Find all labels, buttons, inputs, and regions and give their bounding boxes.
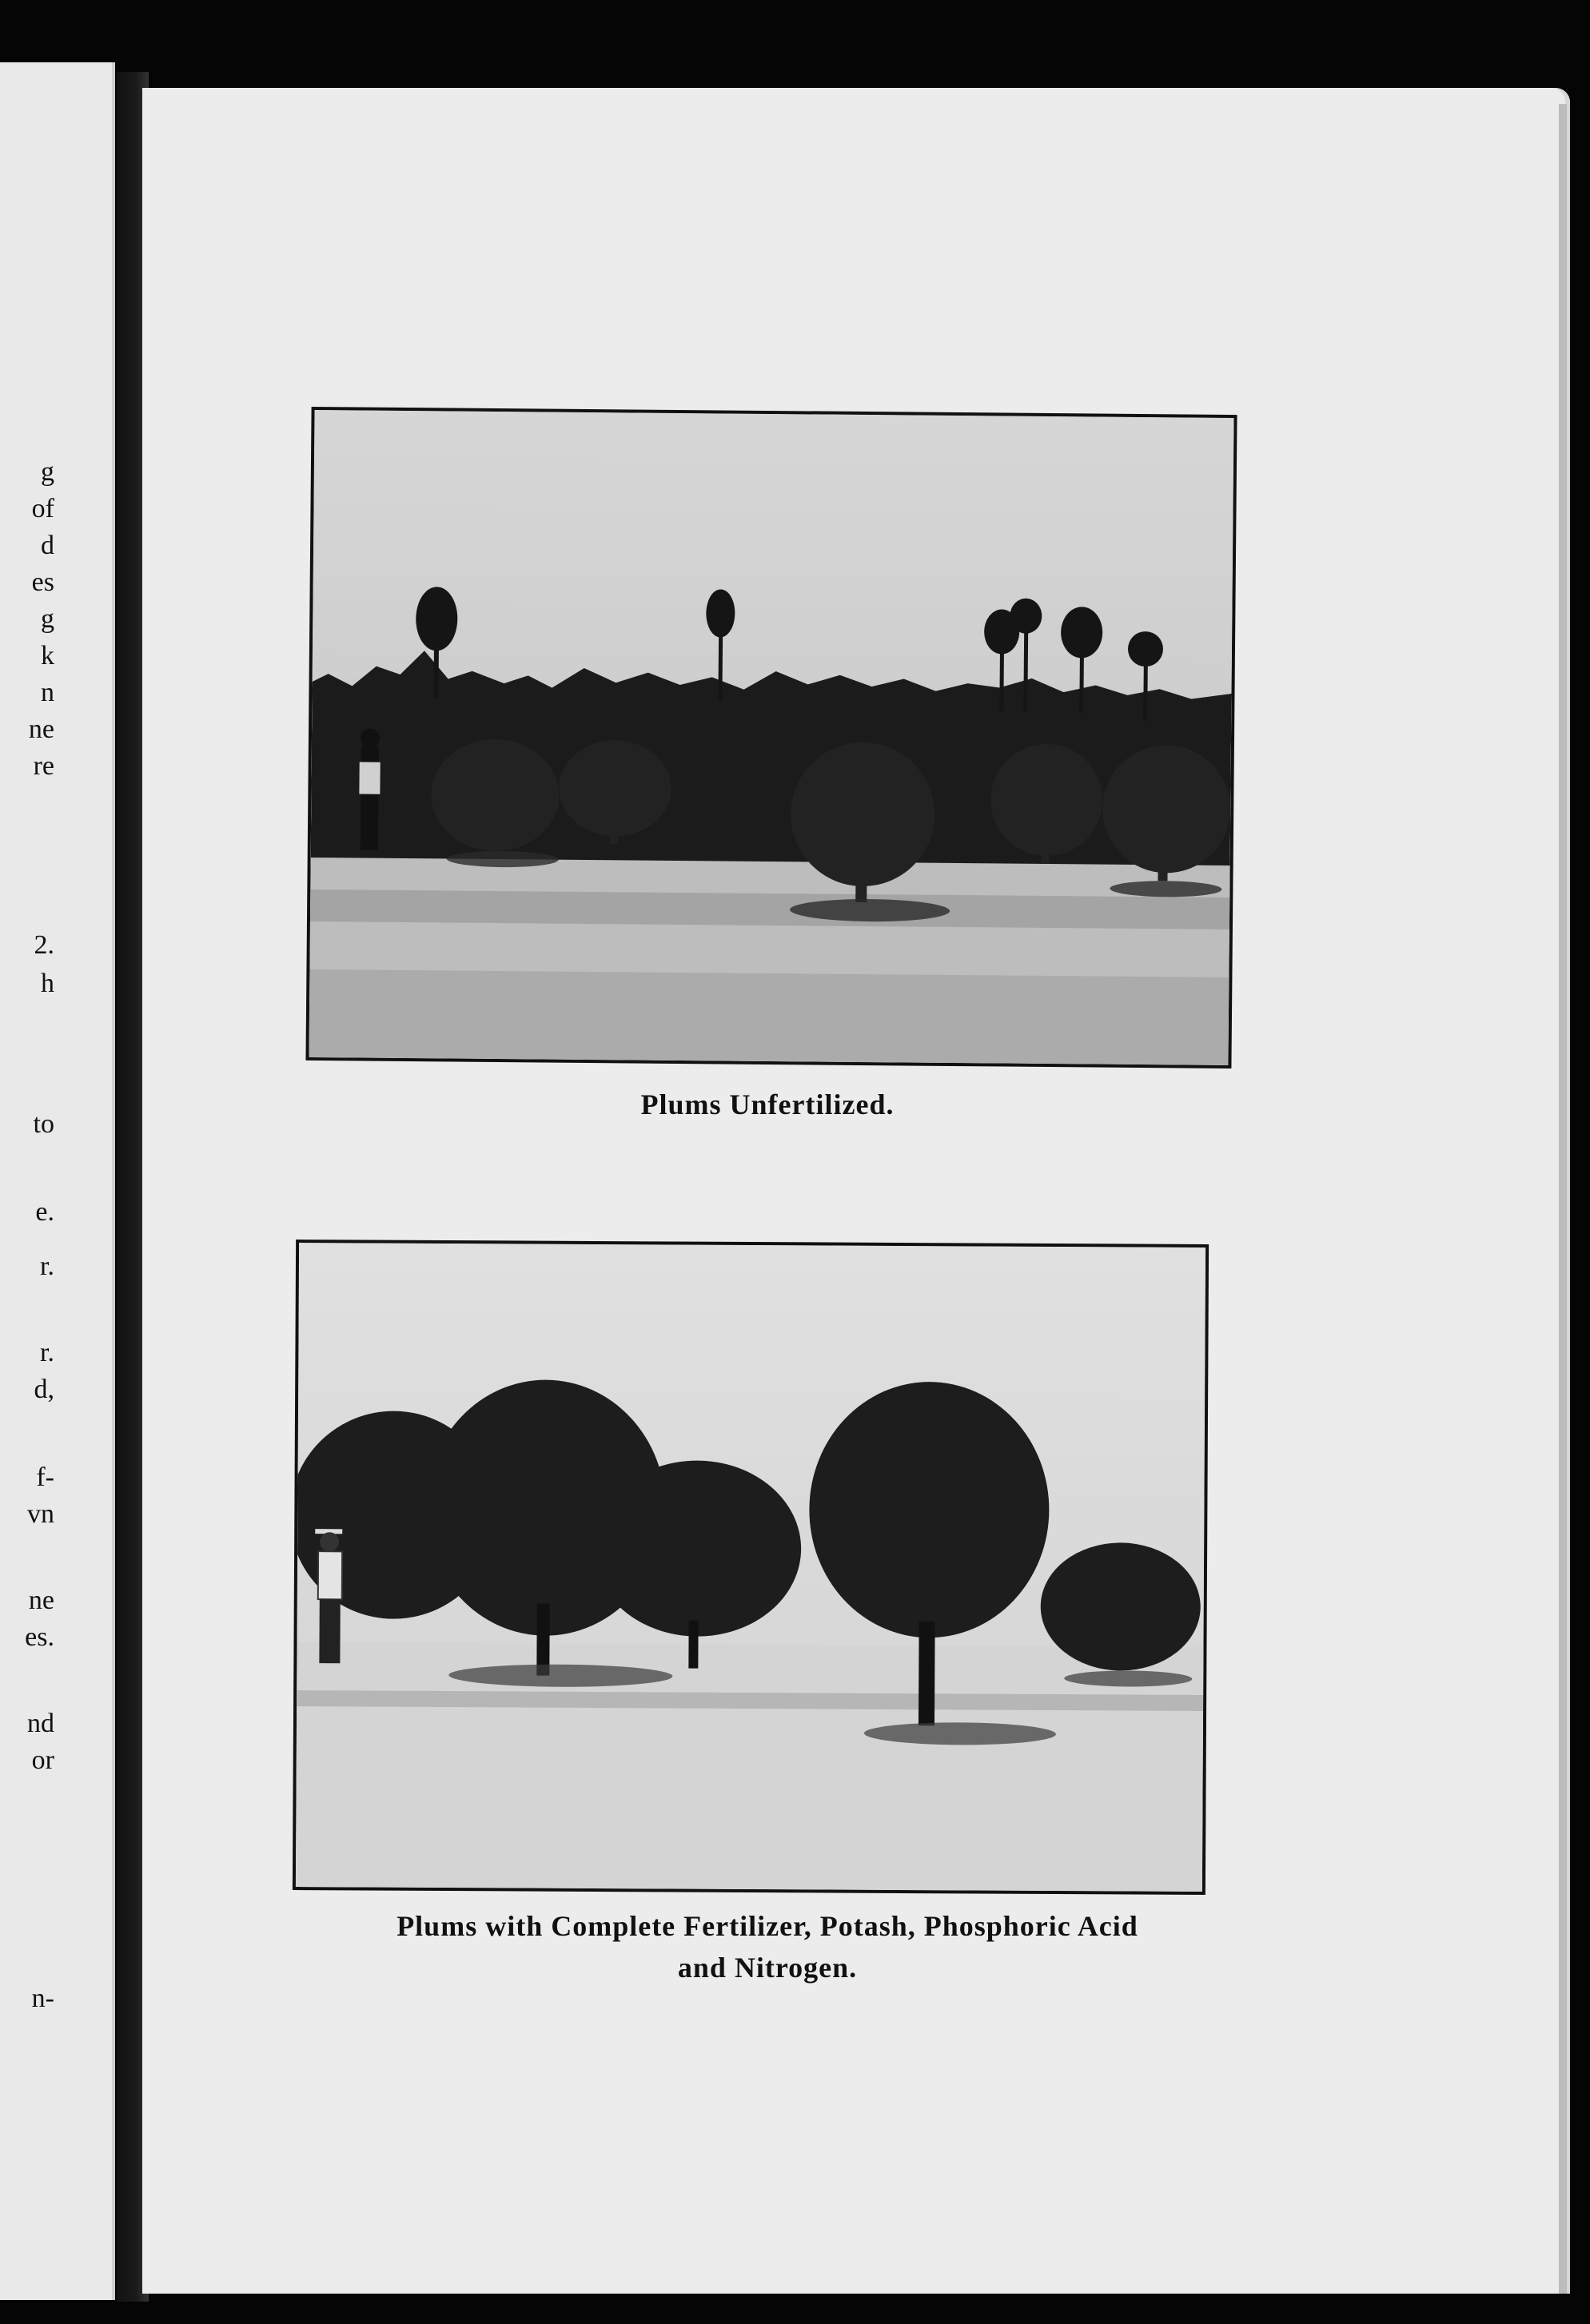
- left-page-text-fragment: g: [41, 457, 54, 487]
- left-page-text-fragment: vn: [27, 1499, 54, 1529]
- left-page-text-fragment: k: [41, 641, 54, 671]
- left-page-text-fragment: g: [41, 604, 54, 634]
- page-edge: [1559, 104, 1567, 2294]
- left-page-text-fragment: d: [41, 531, 54, 560]
- caption-line-1: Plums with Complete Fertilizer, Potash, Phosphoric Acid: [397, 1910, 1138, 1942]
- left-page-text-fragment: to: [33, 1109, 54, 1139]
- left-page-text-fragment: ne: [28, 1586, 54, 1615]
- photo-plums-unfertilized: [305, 407, 1237, 1068]
- left-page-text-fragment: n-: [31, 1984, 54, 2013]
- left-page-text-fragment: or: [31, 1745, 54, 1775]
- caption-plums-unfertilized: Plums Unfertilized.: [640, 1088, 895, 1120]
- left-page-text-fragment: n: [41, 678, 54, 707]
- caption-plums-fertilized: [240, 1905, 1295, 1988]
- left-page-text-fragment: 2.: [34, 930, 54, 960]
- left-page-text-fragment: re: [33, 751, 54, 781]
- left-page-text-fragment: ne: [28, 714, 54, 744]
- left-page-text-fragment: d,: [34, 1375, 54, 1404]
- left-page-text-fragment: nd: [27, 1709, 54, 1738]
- left-page-fragment: [0, 62, 115, 2300]
- left-page-text-fragment: r.: [40, 1338, 54, 1367]
- left-page-text-fragment: h: [41, 969, 54, 998]
- caption-line-2: and Nitrogen.: [677, 1952, 858, 1984]
- left-page-text-fragment: es: [31, 567, 54, 597]
- left-page-text-fragment: r.: [40, 1252, 54, 1281]
- left-page-text-fragment: of: [31, 494, 54, 523]
- photo-plums-fertilized: [293, 1240, 1209, 1895]
- left-page-text-fragment: e.: [35, 1197, 54, 1227]
- left-page-text-fragment: es.: [25, 1622, 54, 1652]
- left-page-text-fragment: f-: [36, 1462, 54, 1492]
